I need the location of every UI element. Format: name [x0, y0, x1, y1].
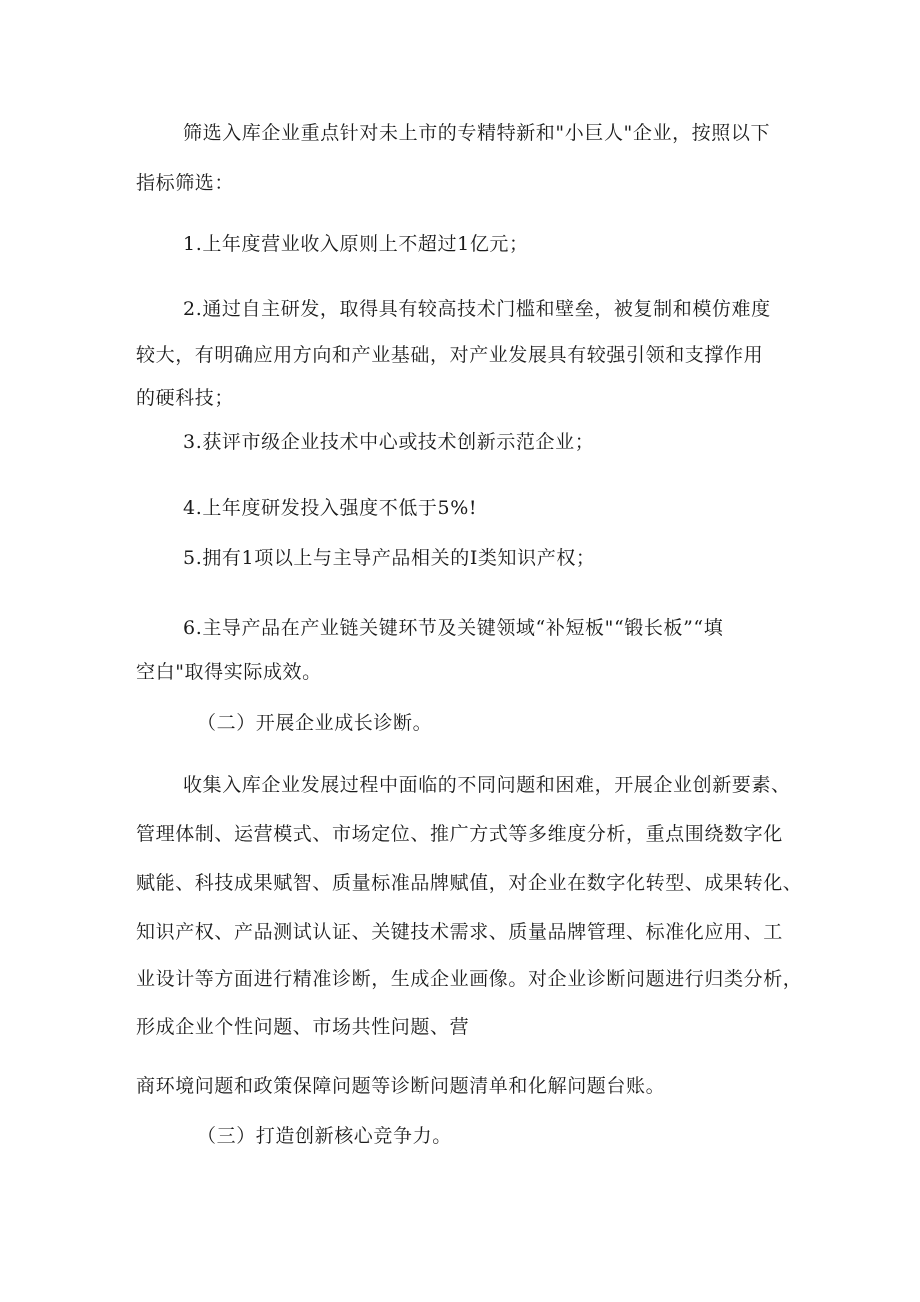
text-line: 的硬科技；	[136, 387, 235, 409]
text-line: 6.主导产品在产业链关键环节及关键领域“补短板"“锻长板”“填	[183, 617, 724, 639]
text-line: 空白"取得实际成效。	[136, 661, 322, 683]
text-line: 形成企业个性问题、市场共性问题、营	[136, 1016, 470, 1038]
section-heading: （二）开展企业成长诊断。	[197, 712, 433, 734]
text-line: 2.通过自主研发，取得具有较高技术门槛和壁垒，被复制和模仿难度	[183, 298, 771, 320]
text-line: 赋能、科技成果赋智、质量标准品牌赋值，对企业在数字化转型、成果转化、	[136, 872, 803, 894]
text-line: 较大，有明确应用方向和产业基础，对产业发展具有较强引领和支撑作用	[136, 344, 764, 366]
text-line: 4.上年度研发投入强度不低于5%!	[183, 497, 478, 519]
text-line: 3.获评市级企业技术中心或技术创新示范企业；	[183, 431, 595, 453]
text-line: 筛选入库企业重点针对未上市的专精特新和"小巨人"企业，按照以下	[183, 122, 771, 144]
text-line: 业设计等方面进行精准诊断，生成企业画像。对企业诊断问题进行归类分析，	[136, 968, 803, 990]
section-heading: （三）打造创新核心竞争力。	[197, 1125, 452, 1147]
text-line: 商环境问题和政策保障问题等诊断问题清单和化解问题台账。	[136, 1075, 666, 1097]
text-line: 5.拥有1项以上与主导产品相关的I类知识产权；	[183, 547, 596, 569]
text-line: 知识产权、产品测试认证、关键技术需求、质量品牌管理、标准化应用、工	[136, 921, 783, 943]
text-line: 1.上年度营业收入原则上不超过1亿元；	[183, 233, 529, 255]
text-line: 指标筛选：	[136, 172, 235, 194]
text-line: 收集入库企业发展过程中面临的不同问题和困难，开展企业创新要素、	[183, 774, 791, 796]
text-line: 管理体制、运营模式、市场定位、推广方式等多维度分析，重点围绕数字化	[136, 823, 783, 845]
